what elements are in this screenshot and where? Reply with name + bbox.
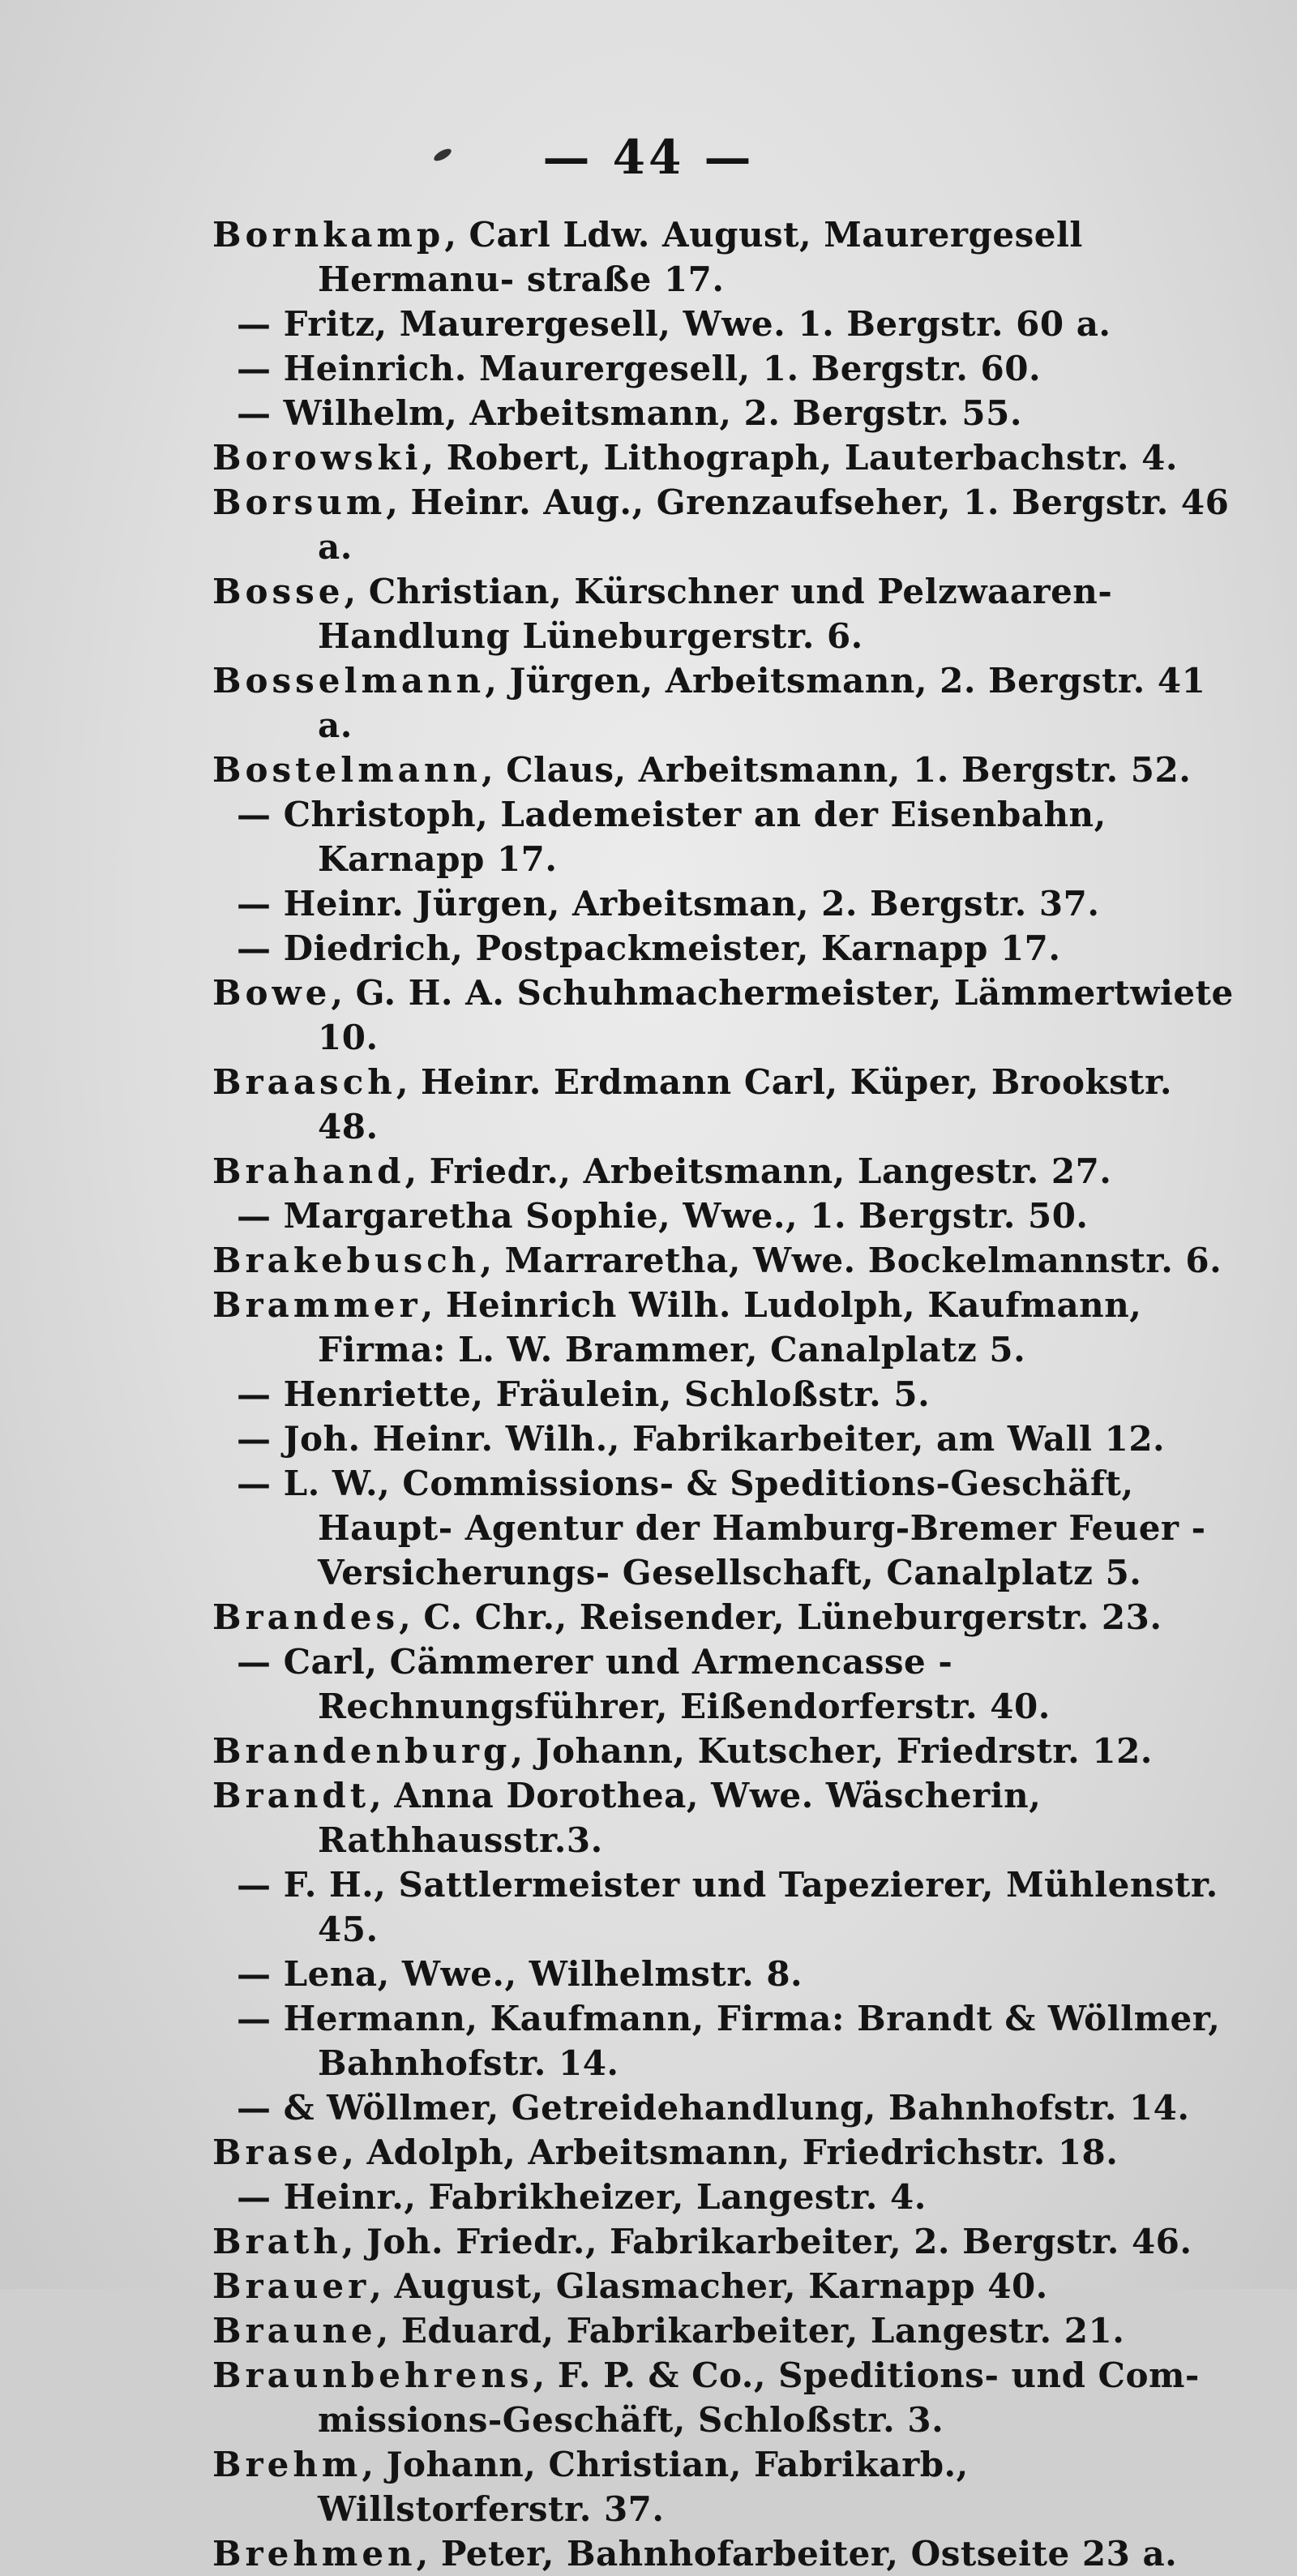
entry-text: , Robert, Lithograph, Lauterbachstr. 4. <box>422 438 1178 478</box>
directory-entry <box>212 658 1234 748</box>
directory-entry <box>212 881 1234 926</box>
entry-surname: Bornkamp <box>212 215 445 255</box>
entry-text: — Carl, Cämmerer und Armencasse - Rechnungsführer, Eißendorferstr. 40. <box>237 1642 1051 1726</box>
entry-text: — & Wöllmer, Getreidehandlung, Bahnhofstr. 14. <box>237 2088 1190 2128</box>
directory-entry <box>212 1417 1234 1461</box>
entry-text: , Marraretha, Wwe. Bockelmannstr. 6. <box>480 1241 1222 1280</box>
entry-text: , August, Glasmacher, Karnapp 40. <box>370 2266 1048 2306</box>
page-number: — 44 — <box>542 130 755 185</box>
entry-surname: Brauer <box>212 2266 370 2306</box>
entry-list <box>212 212 1234 2576</box>
directory-entry <box>212 346 1234 391</box>
directory-entry <box>212 2353 1234 2442</box>
directory-entry <box>212 971 1234 1060</box>
entry-text: , G. H. A. Schuhmachermeister, Lämmertwiete 10. <box>318 973 1234 1057</box>
entry-text: , F. P. & Co., Speditions- und Com- missions-Geschäft, Schloßstr. 3. <box>318 2355 1200 2440</box>
entry-surname: Brahand <box>212 1151 405 1191</box>
entry-text: — Wilhelm, Arbeitsmann, 2. Bergstr. 55. <box>237 393 1022 433</box>
entry-surname: Bosse <box>212 572 345 611</box>
entry-text: , C. Chr., Reisender, Lüneburgerstr. 23. <box>399 1597 1162 1637</box>
directory-entry <box>212 1996 1234 2085</box>
entry-text: , Eduard, Fabrikarbeiter, Langestr. 21. <box>376 2311 1125 2351</box>
directory-entry <box>212 2264 1234 2308</box>
entry-text: , Johann, Kutscher, Friedrstr. 12. <box>511 1731 1153 1771</box>
entry-text: , Claus, Arbeitsmann, 1. Bergstr. 52. <box>481 750 1192 790</box>
entry-text: — Heinr. Jürgen, Arbeitsman, 2. Bergstr. 37. <box>237 884 1100 924</box>
directory-entry <box>212 1639 1234 1729</box>
entry-surname: Bostelmann <box>212 750 482 790</box>
entry-text: — Henriette, Fräulein, Schloßstr. 5. <box>237 1374 931 1414</box>
directory-entry <box>212 1149 1234 1194</box>
directory-entry <box>212 302 1234 346</box>
directory-entry <box>212 2531 1234 2576</box>
directory-entry <box>212 2130 1234 2175</box>
entry-text: — F. H., Sattlermeister und Tapezierer, Mühlenstr. 45. <box>237 1865 1218 1949</box>
directory-entry <box>212 569 1234 658</box>
entry-text: , Johann, Christian, Fabrikarb., Willstorferstr. 37. <box>318 2445 969 2529</box>
directory-entry <box>212 2308 1234 2353</box>
entry-text: , Heinrich Wilh. Ludolph, Kaufmann, Firma: L. W. Brammer, Canalplatz 5. <box>318 1285 1142 1369</box>
directory-entry <box>212 1461 1234 1595</box>
entry-text: — Heinr., Fabrikheizer, Langestr. 4. <box>237 2177 927 2217</box>
directory-entry <box>212 1060 1234 1149</box>
directory-entry <box>212 1595 1234 1639</box>
directory-entry <box>212 480 1234 569</box>
entry-text: — Christoph, Lademeister an der Eisenbahn, Karnapp 17. <box>237 795 1107 879</box>
directory-entry <box>212 2175 1234 2219</box>
directory-entry <box>212 1773 1234 1862</box>
directory-entry <box>212 435 1234 480</box>
entry-text: — Hermann, Kaufmann, Firma: Brandt & Wöllmer, Bahnhofstr. 14. <box>237 1999 1221 2083</box>
directory-entry <box>212 748 1234 792</box>
entry-text: — Fritz, Maurergesell, Wwe. 1. Bergstr. 60 a. <box>237 304 1111 344</box>
entry-surname: Brandes <box>212 1597 400 1637</box>
entry-surname: Borowski <box>212 438 422 478</box>
entry-surname: Brehm <box>212 2445 362 2484</box>
entry-text: — Lena, Wwe., Wilhelmstr. 8. <box>237 1954 803 1994</box>
directory-entry <box>212 1729 1234 1773</box>
entry-surname: Braune <box>212 2311 377 2351</box>
directory-entry <box>212 1372 1234 1417</box>
entry-surname: Brammer <box>212 1285 422 1325</box>
directory-entry <box>212 1283 1234 1372</box>
directory-entry <box>212 2085 1234 2130</box>
entry-text: — Diedrich, Postpackmeister, Karnapp 17. <box>237 928 1061 968</box>
entry-text: — Heinrich. Maurergesell, 1. Bergstr. 60. <box>237 349 1042 388</box>
directory-entry <box>212 1862 1234 1952</box>
directory-entry <box>212 212 1234 302</box>
entry-text: , Heinr. Erdmann Carl, Küper, Brookstr. 48. <box>318 1062 1173 1147</box>
entry-text: , Heinr. Aug., Grenzaufseher, 1. Bergstr. 46 a. <box>318 482 1230 567</box>
directory-entry <box>212 2219 1234 2264</box>
directory-entry <box>212 1194 1234 1238</box>
entry-text: , Carl Ldw. August, Maurergesell Hermanu- straße 17. <box>318 215 1083 299</box>
entry-text: , Christian, Kürschner und Pelzwaaren-Handlung Lüneburgerstr. 6. <box>318 572 1113 656</box>
entry-text: , Joh. Friedr., Fabrikarbeiter, 2. Bergstr. 46. <box>341 2222 1192 2261</box>
entry-text: , Adolph, Arbeitsmann, Friedrichstr. 18. <box>342 2132 1119 2172</box>
entry-text: — L. W., Commissions- & Speditions-Geschäft, Haupt- Agentur der Hamburg-Bremer Feuer - Versicherungs- Gesellschaft, Canalplatz 5. <box>237 1464 1206 1592</box>
entry-text: , Friedr., Arbeitsmann, Langestr. 27. <box>405 1151 1112 1191</box>
directory-entry <box>212 926 1234 971</box>
entry-surname: Bowe <box>212 973 332 1013</box>
entry-text: , Jürgen, Arbeitsmann, 2. Bergstr. 41 a. <box>318 661 1206 745</box>
entry-text: — Joh. Heinr. Wilh., Fabrikarbeiter, am Wall 12. <box>237 1419 1166 1459</box>
entry-text: — Margaretha Sophie, Wwe., 1. Bergstr. 50. <box>237 1196 1089 1236</box>
entry-surname: Brath <box>212 2222 342 2261</box>
entry-surname: Braunbehrens <box>212 2355 533 2395</box>
entry-surname: Brakebusch <box>212 1241 481 1280</box>
entry-surname: Brase <box>212 2132 343 2172</box>
entry-text: , Peter, Bahnhofarbeiter, Ostseite 23 a. <box>416 2534 1178 2574</box>
entry-surname: Brandenburg <box>212 1731 512 1771</box>
entry-surname: Brehmen <box>212 2534 417 2574</box>
entry-surname: Braasch <box>212 1062 396 1102</box>
directory-entry <box>212 792 1234 881</box>
entry-surname: Borsum <box>212 482 387 522</box>
entry-text: , Anna Dorothea, Wwe. Wäscherin, Rathhausstr.3. <box>318 1776 1042 1860</box>
directory-entry <box>212 1952 1234 1996</box>
entry-surname: Brandt <box>212 1776 370 1815</box>
directory-entry <box>212 2442 1234 2531</box>
directory-entry <box>212 1238 1234 1283</box>
directory-entry <box>212 391 1234 435</box>
entry-surname: Bosselmann <box>212 661 486 701</box>
